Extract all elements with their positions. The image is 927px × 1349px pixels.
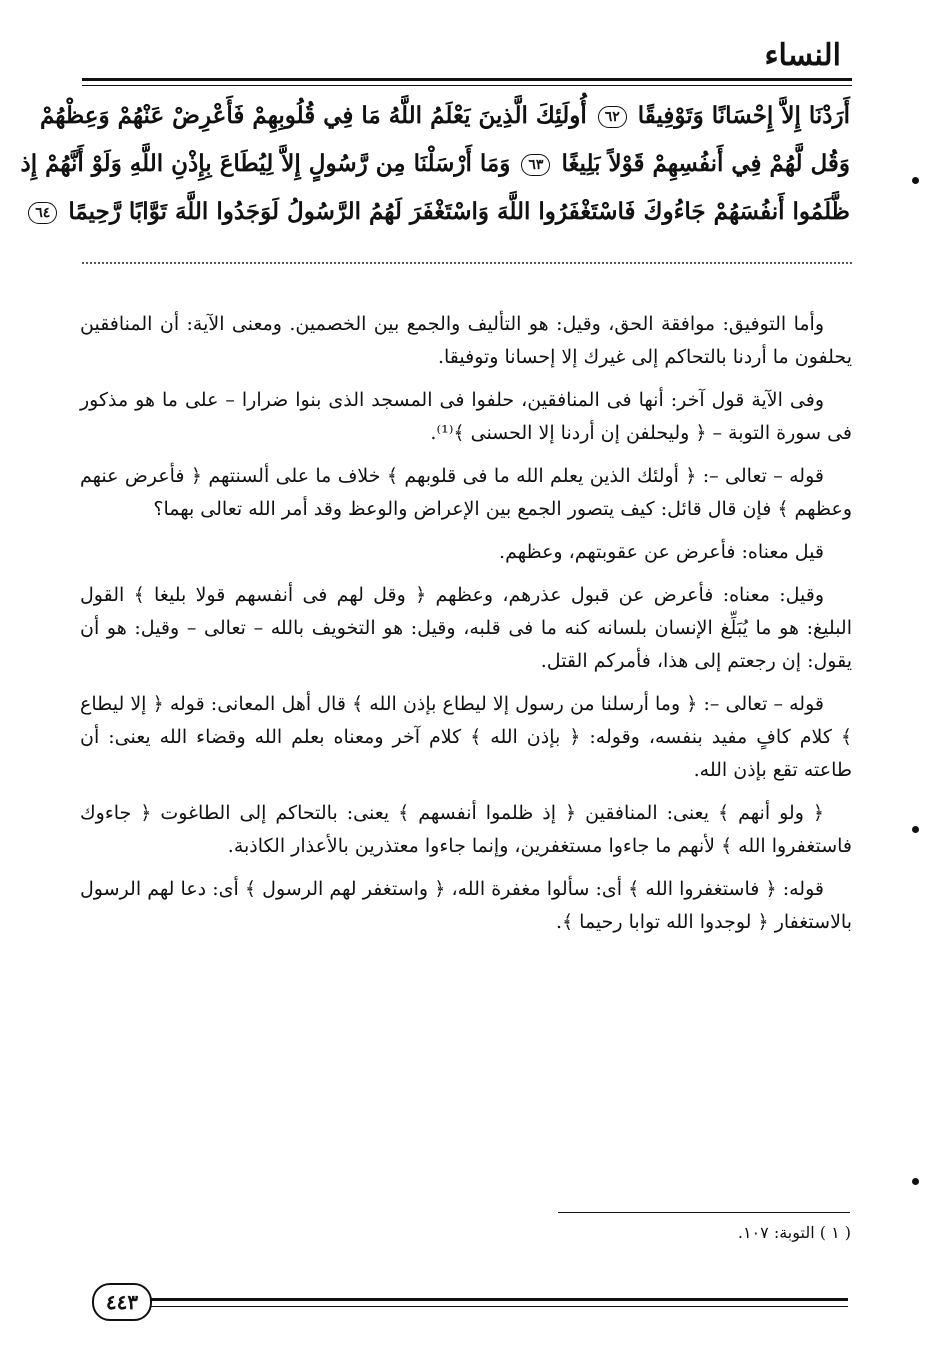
footer-rule-thin <box>148 1306 848 1307</box>
margin-dot <box>912 177 919 184</box>
commentary-paragraph: قيل معناه: فأعرض عن عقوبتهم، وعظهم. <box>499 541 824 563</box>
quran-line <box>35 188 850 236</box>
commentary-paragraph: وفى الآية قول آخر: أنها فى المنافقين، حلفوا فى المسجد الذى بنوا ضرارا – على ما هو مذكور فى سورة التوبة – ﴿ وليحلفن إن أردنا إلا الحسنى ﴾⁽¹⁾. <box>80 389 852 444</box>
commentary-paragraph: قوله: ﴿ فاستغفروا الله ﴾ أى: سألوا مغفرة الله، ﴿ واستغفر لهم الرسول ﴾ أى: دعا لهم الرسول بالاستغفار ﴿ لوجدوا الله توابا رحيما ﴾. <box>80 878 852 933</box>
footer-rule <box>148 1298 848 1301</box>
section-separator <box>82 262 852 264</box>
commentary-paragraph: وأما التوفيق: موافقة الحق، وقيل: هو التأليف والجمع بين الخصمين. ومعنى الآية: أن المنافقين يحلفون ما أردنا بالتحاكم إلى غيرك إلا إحسانا وتوفيقا. <box>80 313 852 368</box>
quran-line <box>39 92 850 140</box>
margin-dot <box>912 826 919 833</box>
footnote-rule <box>558 1212 850 1213</box>
quran-line <box>20 140 850 188</box>
verse-text: وَقُل لَّهُمْ فِي أَنفُسِهِمْ قَوْلاً بَلِيغًا <box>561 150 850 177</box>
verse-text: أَرَدْنَا إِلاَّ إِحْسَانًا وَتَوْفِيقًا <box>637 102 850 129</box>
header-rule-thin <box>82 85 852 86</box>
page-number: ٤٤٣ <box>92 1283 152 1321</box>
verse-text: أُولَئِكَ الَّذِينَ يَعْلَمُ اللَّهُ مَا فِي قُلُوبِهِمْ فَأَعْرِضْ عَنْهُمْ وَعِظْهُمْ <box>39 102 587 129</box>
commentary-paragraph: قوله – تعالى –: ﴿ وما أرسلنا من رسول إلا ليطاع بإذن الله ﴾ قال أهل المعانى: قوله ﴿ إلا ليطاع ﴾ كلام كافٍ مفيد بنفسه، وقوله: ﴿ بإذن الله ﴾ كلام آخر ومعناه بعلم الله وقضاء الله يعنى: أن طاعته تقع بإذن الله. <box>80 693 852 781</box>
commentary-body <box>80 308 852 949</box>
margin-dot <box>912 1178 919 1185</box>
surah-title: النساء <box>764 38 841 73</box>
commentary-paragraph: قوله – تعالى –: ﴿ أولئك الذين يعلم الله ما فى قلوبهم ﴾ خلاف ما على ألسنتهم ﴿ فأعرض عنهم وعظهم ﴾ فإن قال قائل: كيف يتصور الجمع بين الإعراض والوعظ وقد أمر الله تعالى بهما؟ <box>80 465 852 520</box>
header-rule <box>82 78 852 81</box>
verse-text: وَمَا أَرْسَلْنَا مِن رَّسُولٍ إِلاَّ لِيُطَاعَ بِإِذْنِ اللَّهِ وَلَوْ أَنَّهُمْ إِذ <box>20 150 511 177</box>
commentary-paragraph: ﴿ ولو أنهم ﴾ يعنى: المنافقين ﴿ إذ ظلموا أنفسهم ﴾ يعنى: بالتحاكم إلى الطاغوت ﴿ جاءوك فاستغفروا الله ﴾ لأنهم ما جاءوا مستغفرين، وإنما جاءوا معتذرين بالأعذار الكاذبة. <box>80 802 852 857</box>
ayah-number-marker: ٦٤ <box>28 202 57 224</box>
quran-verses <box>20 92 850 236</box>
ayah-number-marker: ٦٣ <box>521 154 550 176</box>
commentary-paragraph: وقيل: معناه: فأعرض عن قبول عذرهم، وعظهم ﴿ وقل لهم فى أنفسهم قولا بليغا ﴾ القول البليغ: هو ما يُبَلِّغ الإنسان بلسانه كنه ما فى قلبه، وقيل: هو التخويف بالله – تعالى – وقيل: هو أن يقول: إن رجعتم إلى هذا، فأمركم القتل. <box>80 584 852 672</box>
footnote: ( ١ ) التوبة: ١٠٧. <box>737 1223 851 1242</box>
ayah-number-marker: ٦٢ <box>598 106 627 128</box>
verse-text: ظَّلَمُوا أَنفُسَهُمْ جَاءُوكَ فَاسْتَغْفَرُوا اللَّهَ وَاسْتَغْفَرَ لَهُمُ الرَّسُولُ لَوَجَدُوا اللَّهَ تَوَّابًا رَّحِيمًا <box>68 198 850 225</box>
